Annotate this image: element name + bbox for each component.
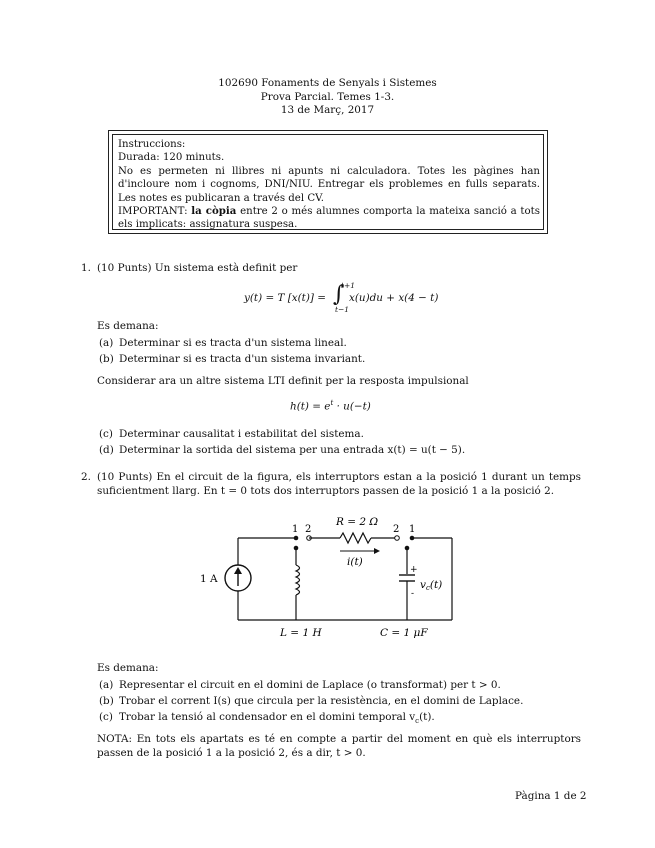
course-title: 102690 Fonaments de Senyals i Sistemes [218,77,437,89]
problem1-item-d: Determinar la sortida del sistema per una entrada x(t) = u(t − 5). [119,444,466,456]
exam-page: 102690 Fonaments de Senyals i Sistemes Prova Parcial. Temes 1-3. 13 de Març, 2017 Instruccions: Durada: 120 minuts. No es permeten ni llibres ni apunts ni calculadora. Totes les pàgines han d'incloure nom i cognoms, DNI/NIU. Entregar els problemes en fulls separats. Les notes es publicaran a través del CV. IMPORTANT: la còpia entre 2 o més alumnes comporta la mateixa sanció a tots els implicats: assignatura suspesa. 1. (10 Punts) Un sistema està definit per y(t) = T [x(t)] = ∫ t+1 t−1 x(u)du + x(4 − t) Es demana: (a) Determinar si es tracta d'un sistema lineal. (b) Determinar si es tracta d'un sistema invariant. Considerar ara un altre sistema LTI definit per la resposta impulsional $h(t) = e^t \cdot u(-t)$ (c) Determinar causalitat i estabilitat del sistema. (d) Determinar la sortida del sistema per una entrada x(t) = u(t − 5). 2. (10 Punts) En el circuit de la figura, els interruptors estan a la posició 1 durant un temps suficientment llarg. En t = 0 tots dos interruptors passen de la posició 1 a la posició 2. 1 2 2 1 R = 2 Ω i(t) 1 A L = 1 H C = 1 μF + - vc(t) Es demana: (a) Representar el circuit en el domini de Laplace (o transformat) per t > 0. (b) Trobar el corrent I(s) que circula per la resistència, en el domini de Laplace. (c) Trobar la tensió al condensador en el domini temporal $v_c(t)$. NOTA: En tots els apartats es té en compte a partir del moment en què els interruptors passen de la posició 1 a la posició 2, és a dir, t > 0. Pàgina 1 de 2 [0,0,655,848]
problem1-intro: (10 Punts) Un sistema està definit per [97,262,298,274]
page-number: Pàgina 1 de 2 [515,790,587,802]
resistor-icon [340,533,371,543]
instructions-important: IMPORTANT: la còpia entre 2 o més alumnes comporta la mateixa sanció a tots els implicats: assignatura suspesa. [118,205,540,231]
impulse-response-eq: $h(t) = e^t \cdot u(-t)$ [290,399,371,413]
problem1-item-b: Determinar si es tracta d'un sistema invariant. [119,353,366,365]
problem2-item-b: Trobar el corrent I(s) que circula per la resistència, en el domini de Laplace. [119,695,524,707]
switch2-label-1: 1 [409,524,416,535]
problem1-ask: Es demana: [97,320,159,332]
circuit-diagram [190,508,480,643]
switch1-pos1-terminal [294,536,299,541]
vc-label: vc(t) [420,579,443,592]
current-label: i(t) [347,556,363,568]
problem1-number: 1. [81,262,91,274]
problem2-item-c: Trobar la tensió al condensador en el domini temporal $v_c(t)$. [119,711,435,726]
problem1-lti: Considerar ara un altre sistema LTI definit per la resposta impulsional [97,375,469,387]
instructions-box [108,130,548,234]
capacitor-label: C = 1 μF [380,627,428,639]
resistor-label: R = 2 Ω [336,516,379,528]
minus-sign: - [411,589,415,599]
source-label: 1 A [200,573,218,585]
instructions-text [118,138,540,232]
problem2-intro: (10 Punts) En el circuit de la figura, els interruptors estan a la posició 1 durant un temps suficientment llarg. En t = 0 tots dos interruptors passen de la posició 1 a la posició 2. [97,471,581,497]
instructions-heading: Instruccions: [118,139,186,150]
switch2-pos2-terminal [395,536,400,541]
exam-date: 13 de Març, 2017 [280,104,375,116]
switch1-label-2: 2 [305,524,312,535]
problem2-ask: Es demana: [97,662,159,674]
exam-title: Prova Parcial. Temes 1-3. [260,91,395,103]
instructions-rules: No es permeten ni llibres ni apunts ni calculadora. Totes les pàgines han d'incloure nom i cognoms, DNI/NIU. Entregar els problemes en fulls separats. Les notes es publicaran a través del CV. [118,165,540,204]
instructions-duration: Durada: 120 minuts. [118,152,225,164]
current-arrow-icon [374,548,380,554]
inductor-icon [296,565,300,595]
problem2-item-a: Representar el circuit en el domini de Laplace (o transformat) per t > 0. [119,679,501,691]
inductor-label: L = 1 H [280,627,322,639]
problem2-number: 2. [81,471,91,483]
switch2-pos1-terminal [410,536,415,541]
switch2-label-2: 2 [393,524,400,535]
plus-sign: + [410,565,418,575]
problem1-item-c: Determinar causalitat i estabilitat del sistema. [119,428,364,440]
integral-sign: ∫ [333,282,345,307]
switch1-label-1: 1 [292,524,299,535]
problem1-item-a: Determinar si es tracta d'un sistema lineal. [119,337,347,349]
problem2-note: NOTA: En tots els apartats es té en compte a partir del moment en què els interruptors passen de la posició 1 a la posició 2, és a dir, t > 0. [97,733,581,759]
